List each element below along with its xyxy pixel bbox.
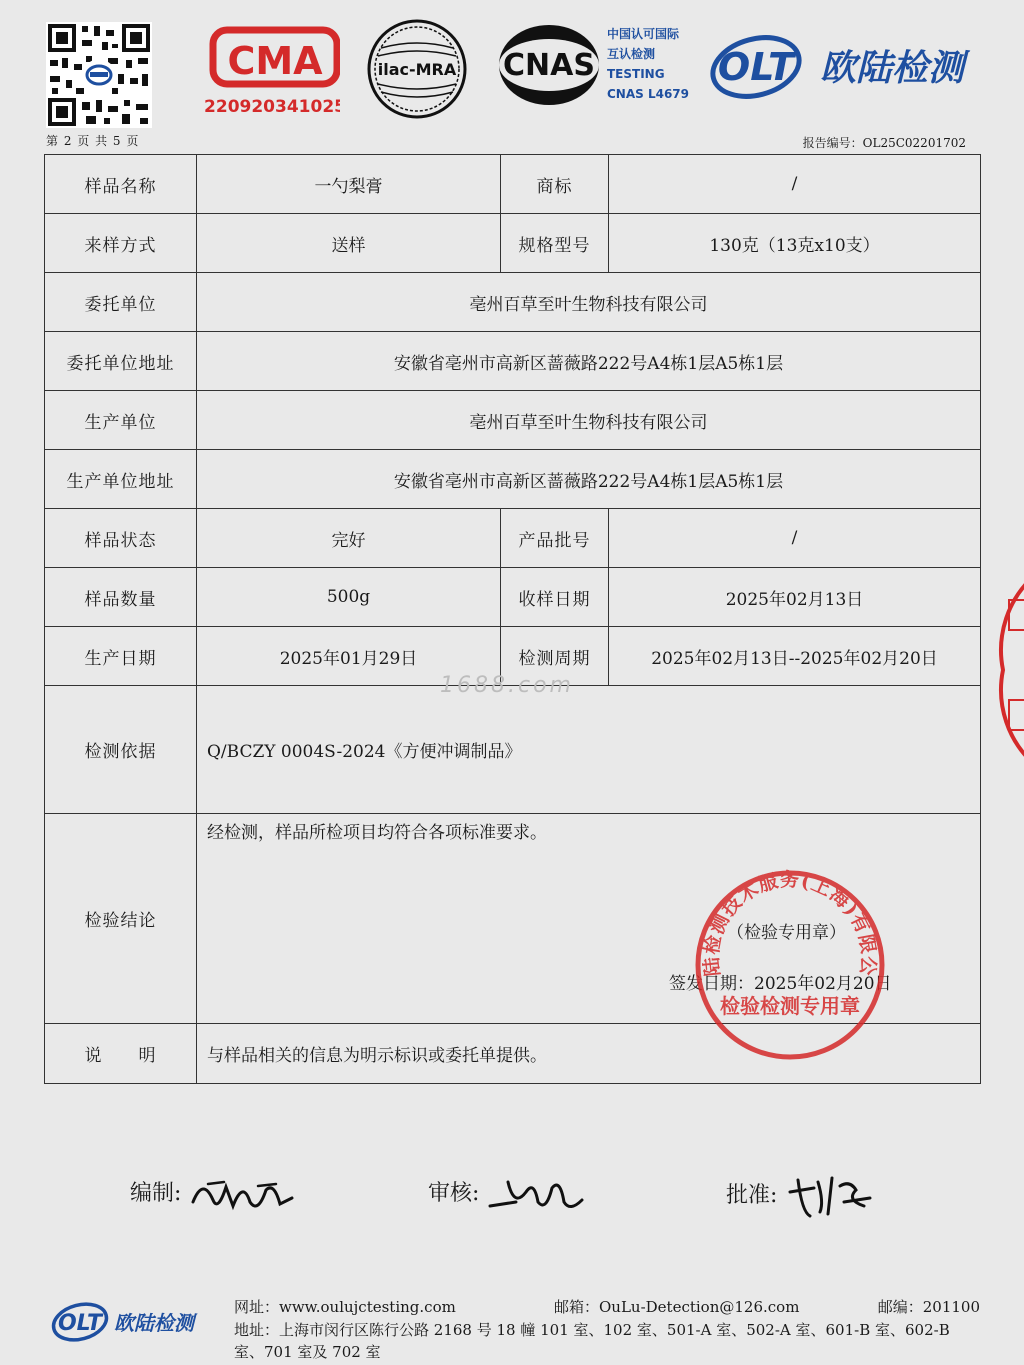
table-row [45, 568, 981, 627]
report-number: 报告编号：OL25C02201702 [802, 136, 966, 150]
footer-address-line2: 室、701 室及 702 室 [234, 1343, 381, 1361]
approved-signature-icon [784, 1172, 874, 1220]
producer-label: 生产单位 [45, 391, 197, 450]
inspection-stamp [690, 865, 890, 1065]
basis-label: 检测依据 [45, 686, 197, 814]
seal-note: （检验专用章） [727, 923, 846, 943]
test-period-label: 检测周期 [501, 627, 609, 686]
production-date-label: 生产日期 [45, 627, 197, 686]
note-text: 与样品相关的信息为明示标识或委托单提供。 [197, 1024, 981, 1084]
reviewed-label: 审核: [428, 1181, 480, 1206]
table-row [45, 273, 981, 332]
stamp-outer-text: 陆检测技术服务(上海)有限公 [700, 869, 880, 978]
table-row [45, 509, 981, 568]
spec: 130克（13克x10支） [609, 214, 981, 273]
producer-address-label: 生产单位地址 [45, 450, 197, 509]
cnas-logo [497, 20, 697, 110]
client-address-label: 委托单位地址 [45, 332, 197, 391]
reviewed-signature-icon [486, 1172, 586, 1216]
table-row [45, 214, 981, 273]
client: 亳州百草至叶生物科技有限公司 [197, 273, 981, 332]
conclusion-text: 经检测，样品所检项目均符合各项标准要求。 [207, 823, 547, 843]
olt-letters: OLT [717, 45, 795, 89]
cnas-label: CNAS [503, 48, 595, 83]
signature-approved [726, 1172, 874, 1220]
producer-address: 安徽省亳州市高新区蔷薇路222号A4栋1层A5栋1层 [197, 450, 981, 509]
stamp-inner-text: 检验检测专用章 [720, 994, 860, 1018]
cnas-code: CNAS L4679 [607, 87, 690, 101]
olt-logo [708, 22, 978, 107]
footer-address-line1: 地址：上海市闵行区陈行公路 2168 号 18 幢 101 室、102 室、501-A 室、502-A 室、601-B 室、602-B [234, 1321, 950, 1339]
olt-footer-logo [50, 1296, 210, 1346]
production-date: 2025年01月29日 [197, 627, 501, 686]
note-label: 说 明 [45, 1024, 197, 1084]
qr-code [46, 22, 152, 128]
footer-email: 邮箱：OuLu-Detection@126.com [554, 1298, 800, 1316]
sample-name: 一勺梨膏 [197, 155, 501, 214]
issue-date: 签发日期：2025年02月20日 [669, 974, 892, 994]
sample-status-label: 样品状态 [45, 509, 197, 568]
test-period: 2025年02月13日--2025年02月20日 [609, 627, 981, 686]
olt-footer-letters: OLT [57, 1311, 103, 1336]
watermark-text: 1688.com [440, 673, 574, 698]
cnas-testing: TESTING [607, 67, 665, 81]
cma-logo [205, 22, 340, 117]
cnas-cn-line1: 中国认可国际 [607, 27, 680, 41]
svg-text:欧陆检测技术服务(上海)有限公司 [690, 865, 880, 977]
trademark: / [609, 155, 981, 214]
edge-stamp-icon [995, 570, 1024, 770]
ilac-mra-logo [366, 18, 468, 120]
conclusion-label: 检验结论 [45, 814, 197, 1024]
spec-label: 规格型号 [501, 214, 609, 273]
sample-name-label: 样品名称 [45, 155, 197, 214]
approved-label: 批准: [726, 1183, 778, 1208]
client-address: 安徽省亳州市高新区蔷薇路222号A4栋1层A5栋1层 [197, 332, 981, 391]
sample-status: 完好 [197, 509, 501, 568]
table-row [45, 686, 981, 814]
cma-number: 220920341025 [205, 97, 340, 117]
footer-website: 网址：www.oulujctesting.com [234, 1298, 456, 1316]
sampling-method: 送样 [197, 214, 501, 273]
client-label: 委托单位 [45, 273, 197, 332]
table-row [45, 155, 981, 214]
footer-postcode: 邮编：201100 [877, 1298, 980, 1316]
batch: / [609, 509, 981, 568]
signature-reviewed [428, 1172, 586, 1216]
receive-date: 2025年02月13日 [609, 568, 981, 627]
batch-label: 产品批号 [501, 509, 609, 568]
olt-footer-brand: 欧陆检测 [114, 1311, 194, 1335]
sample-qty-label: 样品数量 [45, 568, 197, 627]
cma-label: CMA [227, 39, 323, 83]
sample-qty: 500g [197, 568, 501, 627]
producer: 亳州百草至叶生物科技有限公司 [197, 391, 981, 450]
ilac-label: ilac-MRA [377, 60, 457, 79]
page-info: 第 2 页 共 5 页 [46, 134, 140, 148]
compiled-label: 编制: [130, 1181, 182, 1206]
table-row [45, 391, 981, 450]
compiled-signature-icon [188, 1172, 298, 1216]
receive-date-label: 收样日期 [501, 568, 609, 627]
table-row [45, 450, 981, 509]
table-row [45, 332, 981, 391]
trademark-label: 商标 [501, 155, 609, 214]
signature-compiled [130, 1172, 298, 1216]
cnas-cn-line2: 互认检测 [607, 47, 656, 61]
olt-brand: 欧陆检测 [820, 48, 965, 89]
sampling-method-label: 来样方式 [45, 214, 197, 273]
test-basis: Q/BCZY 0004S-2024《方便冲调制品》 [197, 686, 981, 814]
